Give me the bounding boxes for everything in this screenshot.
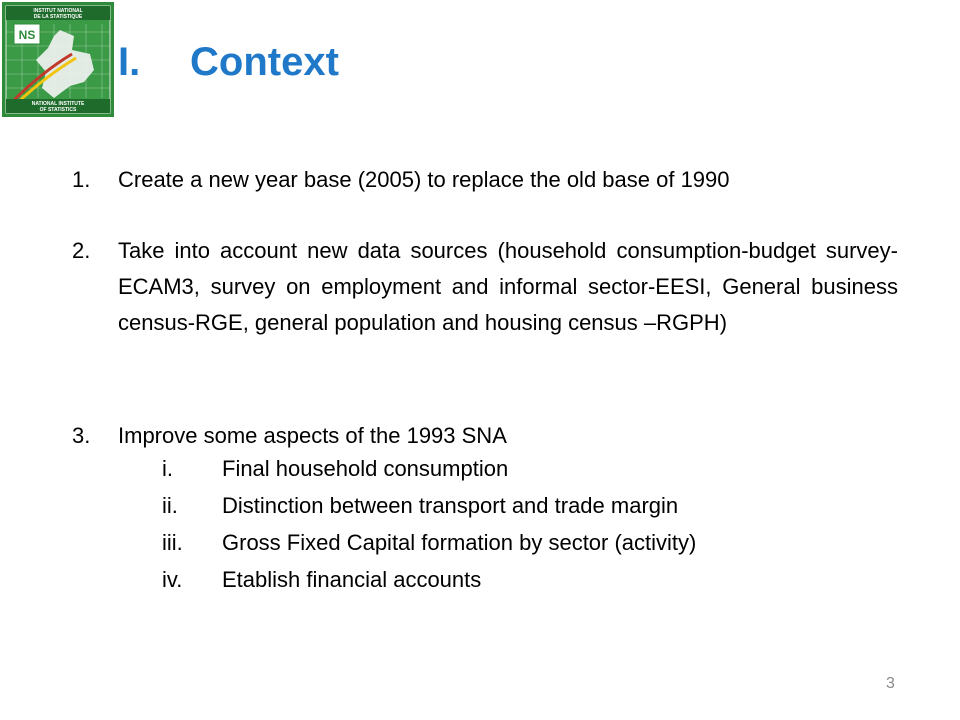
ins-logo <box>2 2 114 117</box>
list-item-text: Improve some aspects of the 1993 SNA <box>118 423 507 448</box>
list-item-number: 2. <box>72 238 91 263</box>
title-text: Context <box>190 40 339 84</box>
svg-text:NS: NS <box>18 28 36 42</box>
svg-text:DE LA STATISTIQUE: DE LA STATISTIQUE <box>33 14 83 20</box>
list-item-text: Take into account new data sources (household consumption-budget survey-ECAM3, survey on employment and informal sector-EESI, General business census-RGE, general population and housing census –RGPH) <box>118 238 898 335</box>
page-number: 3 <box>886 675 895 692</box>
sub-list-item-text: Gross Fixed Capital formation by sector (activity) <box>222 530 697 555</box>
title-number: I. <box>118 40 141 84</box>
svg-text:INSTITUT NATIONAL: INSTITUT NATIONAL <box>33 8 83 14</box>
sub-list-item-number: i. <box>162 456 173 481</box>
slide-title <box>118 40 339 85</box>
sub-list-item-number: iv. <box>162 567 183 592</box>
sub-list-item-text: Distinction between transport and trade margin <box>222 493 679 518</box>
svg-text:NATIONAL INSTITUTE: NATIONAL INSTITUTE <box>31 101 85 107</box>
sub-list-item-text: Etablish financial accounts <box>222 567 482 592</box>
sub-list-item-number: ii. <box>162 493 178 518</box>
sub-list-item-number: iii. <box>162 530 183 555</box>
svg-text:OF STATISTICS: OF STATISTICS <box>39 107 77 113</box>
list-item-number: 1. <box>72 167 91 192</box>
sub-list-item-text: Final household consumption <box>222 456 509 481</box>
list-item-text: Create a new year base (2005) to replace the old base of 1990 <box>118 167 730 192</box>
list-item-number: 3. <box>72 423 91 448</box>
